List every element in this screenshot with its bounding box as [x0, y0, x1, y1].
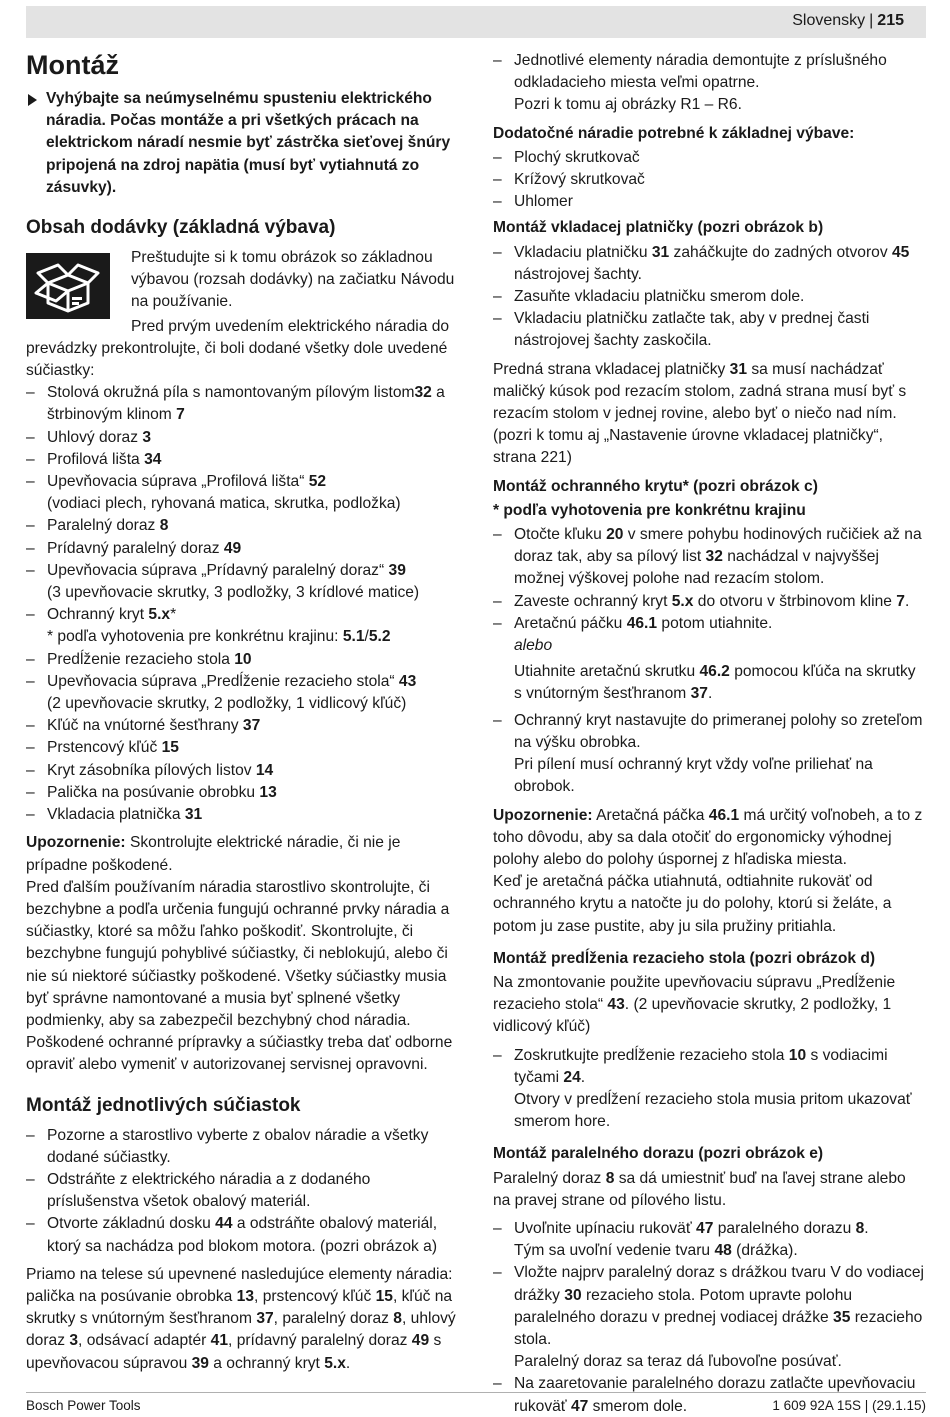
part-number: 15: [375, 1287, 393, 1305]
header-separator: |: [869, 12, 874, 29]
text-segment: * podľa vyhotovenia pre konkrétnu krajinu:: [47, 628, 343, 646]
paragraph-check: Pred ďalším používaním náradia starostlivo skontrolujte, či bezchybne a podľa určenia fungujú ochranné prvky náradia a súčiastky, ktoré sa môžu ľahko poškodiť. Skontrolujte, či bezchybne fungujú pohyblivé súčiastky, či neblokujú, alebo či nie sú niektoré súčiastky poškodené. Všetky súčiastky musia byť správne namontované a musia byť splnené všetky podmienky, aby sa zabezpečil bezchybný chod náradia.: [26, 878, 450, 1029]
extension-paragraph: [493, 972, 925, 1039]
text-segment: , odsávací adaptér: [78, 1332, 211, 1350]
list-item: – Plochý skrutkovač: [493, 147, 925, 169]
notice-label: Upozornenie:: [493, 806, 593, 824]
list-item: [26, 427, 456, 449]
list-item: [493, 613, 925, 706]
text-segment: , paralelný doraz: [273, 1310, 394, 1328]
part-number: 24: [563, 1068, 581, 1086]
item-subtext: (3 upevňovacie skrutky, 3 podložky, 3 krídlové matice): [47, 584, 420, 602]
item-subtext: [514, 661, 925, 705]
text-segment: Vkladacia platnička: [47, 806, 185, 824]
plate-list: [493, 242, 925, 353]
part-number: 37: [256, 1310, 274, 1328]
list-item: [493, 308, 925, 352]
list-item: [26, 782, 456, 804]
part-number: 45: [891, 243, 910, 261]
header-bar: [26, 6, 926, 38]
text-segment: Aretačnú páčku: [514, 614, 627, 632]
list-item: [26, 382, 456, 426]
text-segment: Na zaaretovanie paralelného dorazu zatlačte upevňovaciu rukoväť: [514, 1375, 916, 1415]
left-column: [26, 50, 456, 1375]
text-segment: Zasuňte vkladaciu platničku smerom dole.: [514, 288, 805, 306]
fence-title: Montáž paralelného dorazu (pozri obrázok e): [493, 1145, 824, 1163]
text-segment: Prstencový kľúč: [47, 739, 162, 757]
part-number: 47: [696, 1219, 714, 1237]
list-item: [26, 649, 456, 671]
text-segment: Predĺženie rezacieho stola: [47, 650, 235, 668]
text-segment: rezacieho stola.: [514, 1308, 923, 1348]
list-item: [26, 560, 456, 604]
tools-title: Dodatočné náradie potrebné k základnej výbave:: [493, 124, 855, 142]
text-segment: Profilová lišta: [47, 450, 145, 468]
part-number: 52: [308, 473, 327, 491]
box-text: Preštudujte si k tomu obrázok so základnou výbavou (rozsah dodávky) na začiatku Návodu na používanie.: [131, 249, 455, 311]
text-segment: Palička na posúvanie obrobku: [47, 783, 260, 801]
part-number: 37: [690, 685, 708, 703]
list-item: [26, 515, 456, 537]
part-number: 37: [242, 717, 261, 735]
or-text: alebo: [514, 637, 553, 655]
warning-text: Vyhýbajte sa neúmyselnému spusteniu elektrického náradia. Počas montáže a pri všetkých prácach na elektrickom náradí nesmie byť zástrčka sieťovej šnúry pripojená na zdroj napätia (musí byť vytiahnutá zo zásuvky).: [46, 90, 451, 196]
plate-paragraph: [493, 359, 925, 470]
notice-paragraph: [26, 832, 456, 876]
list-item: [26, 604, 456, 648]
item-subtext: Pri pílení musí ochranný kryt vždy voľne priliehať na obrobok.: [514, 756, 873, 796]
item-subtext: (vodiaci plech, ryhovaná matica, skrutka, podložka): [47, 495, 401, 513]
text-segment: Tým sa uvoľní vedenie tvaru: [514, 1242, 715, 1260]
list-item: [493, 242, 925, 286]
part-number: 34: [144, 450, 162, 468]
part-number: 31: [184, 806, 203, 824]
part-number: 31: [729, 360, 747, 378]
paragraph-repair: Poškodené ochranné prípravky a súčiastky treba dať odborne opraviť alebo vymeniť v autorizovanej servisnej opravovni.: [26, 1034, 453, 1074]
text-segment: .: [580, 1068, 586, 1086]
assembly-list: [26, 1125, 456, 1258]
guard-list: [493, 524, 925, 798]
text-segment: Kryt zásobníka pílových listov: [47, 761, 256, 779]
text-segment: do otvoru v štrbinovom kline: [693, 592, 897, 610]
part-number: 32: [705, 548, 723, 566]
bullet-triangle-icon: [28, 94, 37, 106]
text-segment: Upevňovacia súprava „Prídavný paralelný doraz“: [47, 561, 389, 579]
part-number: 49: [411, 1332, 430, 1350]
text-segment: .: [864, 1219, 869, 1237]
list-item: – Odstráňte z elektrického náradia a z dodaného príslušenstva všetok obalový materiál.: [26, 1169, 456, 1213]
text-segment: .: [904, 592, 910, 610]
part-number: 30: [564, 1286, 582, 1304]
part-number: 43: [398, 672, 417, 690]
list-item: [493, 710, 925, 799]
item-subtext: Otvory v predĺžení rezacieho stola musia pritom ukazovať smerom hore.: [514, 1090, 912, 1131]
part-number: 14: [255, 761, 274, 779]
text-segment: sa dá umiestniť buď na ľavej strane alebo na pravej strane od pílového listu.: [493, 1169, 906, 1209]
text-segment: s upevňovacou súpravou: [26, 1332, 442, 1372]
text-segment: .: [345, 1354, 351, 1372]
fence-list: [493, 1218, 925, 1417]
item-text: Jednotlivé elementy náradia demontujte z príslušného odkladacieho miesta veľmi opatrne.: [514, 52, 887, 92]
part-number: 47: [570, 1397, 589, 1415]
part-number: 39: [191, 1354, 209, 1372]
text-segment: nachádzal v najvyššej možnej výškovej polohe nad rezacím stolom.: [514, 548, 879, 588]
text-segment: , kľúč na skrutky s vnútorným šesťhranom: [26, 1287, 453, 1328]
list-item: [493, 286, 925, 308]
part-number: 39: [388, 561, 406, 579]
part-number: 10: [788, 1046, 807, 1064]
text-segment: s vodiacimi tyčami: [514, 1046, 888, 1086]
header-text: [792, 12, 904, 30]
part-number: 7: [896, 592, 905, 610]
footnote-mark: *: [170, 606, 177, 624]
part-number: 31: [651, 243, 670, 261]
guard-subtitle: * podľa vyhotovenia pre konkrétnu krajinu: [493, 501, 806, 519]
text-segment: Paralelný doraz: [47, 517, 160, 535]
part-number: 7: [176, 406, 185, 424]
text-segment: Vkladaciu platničku zatlačte tak, aby v prednej časti nástrojovej šachty zaskočila.: [514, 310, 870, 350]
part-number: 13: [259, 783, 277, 801]
intro-text: Pred prvým uvedením elektrického náradia do prevádzky prekontrolujte, či boli dodané všetky dole uvedené súčiastky:: [26, 317, 450, 380]
footer-brand: Bosch Power Tools: [26, 1398, 141, 1413]
list-item: [493, 524, 925, 591]
guard-notice: [493, 805, 925, 872]
list-item: [493, 1045, 925, 1134]
section-title-assembly: Montáž jednotlivých súčiastok: [26, 1094, 301, 1116]
item-text: Otvorte základnú dosku: [47, 1215, 216, 1233]
text-segment: .: [707, 685, 713, 703]
guard-paragraph: Keď je aretačná páčka utiahnutá, odtiahnite rukoväť od ochranného krytu a natočte ju do polohy, ktorú si želáte, a potom ju zase pustite, aby ju sila pružiny pritiahla.: [493, 873, 892, 935]
extension-title: Montáž predĺženia rezacieho stola (pozri obrázok d): [493, 949, 876, 967]
list-item: – Pozorne a starostlivo vyberte z obalov náradie a všetky dodané súčiastky.: [26, 1125, 456, 1169]
part-number: 35: [833, 1308, 851, 1326]
part-number: 8: [159, 517, 169, 535]
right-column: [493, 50, 925, 1417]
part-number: 3: [69, 1332, 79, 1350]
text-segment: Predná strana vkladacej platničky: [493, 360, 730, 378]
part-number: 5.x: [671, 592, 694, 610]
part-number: 49: [223, 539, 242, 557]
part-number: 20: [606, 526, 624, 544]
list-item: [26, 737, 456, 759]
part-number: 5.1: [342, 628, 365, 646]
notice-text: Skontrolujte elektrické náradie, či nie je prípadne poškodené.: [26, 834, 401, 874]
text-segment: , uhlový doraz: [26, 1310, 456, 1350]
list-item: – Krížový skrutkovač: [493, 169, 925, 191]
text-segment: Zoskrutkujte predĺženie rezacieho stola: [514, 1046, 789, 1064]
text-segment: a štrbinovým klinom: [47, 384, 445, 424]
text-segment: Stolová okružná píla s namontovaným pílovým listom: [47, 384, 415, 402]
extension-list: [493, 1045, 925, 1134]
text-segment: /: [364, 628, 369, 646]
list-item: [493, 1262, 925, 1373]
text-segment: Zaveste ochranný kryt: [514, 592, 672, 610]
part-number: 8: [393, 1310, 402, 1328]
part-number: 8: [605, 1169, 615, 1187]
text-segment: Ochranný kryt: [47, 606, 149, 624]
text-segment: sa musí nachádzať maličký kúsok pod rezacím stolom, zadná strana musí byť s rezacím stolom v jednej rovine, alebo byť o niečo nad ním. (pozri k tomu aj „Nastavenie úrovne vkladacej platničky“, strana 221): [493, 360, 907, 467]
part-number: 43: [607, 996, 625, 1014]
text-segment: nástrojovej šachty.: [514, 265, 642, 283]
part-number: 10: [234, 650, 252, 668]
part-number: 32: [414, 384, 432, 402]
text-segment: Utiahnite aretačnú skrutku: [514, 663, 700, 681]
footer-divider: [26, 1392, 926, 1393]
tools-list: [493, 147, 925, 214]
item-footnote: [47, 626, 456, 648]
part-number: 3: [142, 428, 152, 446]
part-number: 5.x: [324, 1354, 346, 1372]
delivery-list: [26, 382, 456, 826]
text-segment: v smere pohybu hodinových ručičiek až na doraz tak, aby sa pílový list: [514, 526, 922, 566]
fence-paragraph: [493, 1168, 925, 1212]
part-number: 46.1: [708, 806, 740, 824]
text-segment: Upevňovacia súprava „Profilová lišta“: [47, 473, 309, 491]
list-item: [493, 50, 925, 117]
text-segment: zaháčkujte do zadných otvorov: [669, 243, 892, 261]
section-title-delivery: Obsah dodávky (základná výbava): [26, 217, 336, 239]
item-subtext: Paralelný doraz sa teraz dá ľubovoľne posúvať.: [514, 1353, 842, 1371]
text-segment: Na zmontovanie použite upevňovaciu súpravu „Predĺženie rezacieho stola“: [493, 973, 896, 1014]
part-number: 41: [210, 1332, 229, 1350]
footer-doc-id: 1 609 92A 15S | (29.1.15): [772, 1398, 926, 1413]
list-item: [26, 538, 456, 560]
part-number: 8: [855, 1219, 865, 1237]
text-segment: Prídavný paralelný doraz: [47, 539, 224, 557]
item-subtext: Pozri k tomu aj obrázky R1 – R6.: [514, 96, 742, 114]
text-segment: Priamo na telese sú upevnené nasledujúce elementy náradia: palička na posúvanie obrobka: [26, 1265, 453, 1305]
text-segment: Uvoľnite upínaciu rukoväť: [514, 1219, 697, 1237]
list-item: [26, 804, 456, 826]
delivery-box-row: [26, 247, 456, 314]
list-item: [26, 715, 456, 737]
remove-list: [493, 50, 925, 117]
list-item: [26, 471, 456, 515]
text-segment: (drážka).: [731, 1242, 798, 1260]
warning-block: [26, 88, 456, 199]
page-number: 215: [877, 12, 904, 29]
text-segment: Vkladaciu platničku: [514, 243, 652, 261]
text-segment: Otočte kľuku: [514, 526, 607, 544]
text-segment: Upevňovacia súprava „Predĺženie rezacieho stola“: [47, 672, 399, 690]
list-item: [493, 1218, 925, 1262]
text-segment: potom utiahnite.: [657, 614, 773, 632]
text-segment: Kľúč na vnútorné šesťhrany: [47, 717, 243, 735]
text-segment: pomocou kľúča na skrutky s vnútorným šesťhranom: [514, 663, 916, 703]
list-item: – Uhlomer: [493, 191, 925, 213]
text-segment: . (2 upevňovacie skrutky, 2 podložky, 1 vidlicový kľúč): [493, 996, 892, 1036]
item-text: Ochranný kryt nastavujte do primeranej polohy so zreteľom na výšku obrobka.: [514, 711, 923, 751]
text-segment: a ochranný kryt: [208, 1354, 325, 1372]
box-icon: [26, 253, 110, 319]
text-segment: má určitý voľnobeh, a to z toho dôvodu, aby sa dala otočiť do ergonomicky výhodnej polohy alebo do polohy úspornej z hľadiska miesta.: [493, 806, 923, 868]
item-subtext: (2 upevňovacie skrutky, 2 podložky, 1 vidlicový kľúč): [47, 695, 407, 713]
list-item: [493, 591, 925, 613]
plate-title: Montáž vkladacej platničky (pozri obrázok b): [493, 219, 824, 237]
text-segment: Aretačná páčka: [592, 806, 709, 824]
list-item: [26, 449, 456, 471]
part-number: 5.2: [368, 628, 391, 646]
part-number: 13: [236, 1287, 255, 1305]
header-language: Slovensky: [792, 12, 866, 29]
part-number: 5.x: [148, 606, 171, 624]
item-subtext: [514, 1240, 925, 1262]
part-number: 46.2: [699, 663, 730, 681]
part-number: 46.1: [626, 614, 658, 632]
text-segment: Paralelný doraz: [493, 1169, 606, 1187]
list-item: [26, 671, 456, 715]
text-segment: smerom dole.: [588, 1397, 688, 1415]
page-title: Montáž: [26, 50, 119, 80]
text-segment: , prstencový kľúč: [254, 1287, 376, 1305]
guard-title: Montáž ochranného krytu* (pozri obrázok c): [493, 477, 818, 495]
part-number: 48: [714, 1242, 732, 1260]
text-segment: rezacieho stola. Potom upravte polohu paralelného dorazu v prednej vodiacej drážke: [514, 1286, 853, 1326]
part-number: 15: [161, 739, 179, 757]
list-item: [26, 760, 456, 782]
item-text: a odstráňte obalový materiál, ktorý sa nachádza pod blokom motora. (pozri obrázok a): [47, 1215, 438, 1255]
notice-label: Upozornenie:: [26, 834, 126, 852]
part-number: 44: [215, 1215, 233, 1233]
text-segment: paralelného dorazu: [713, 1219, 856, 1237]
paragraph-attached-parts: [26, 1264, 456, 1375]
text-segment: Vložte najprv paralelný doraz s drážkou tvaru V do vodiacej drážky: [514, 1264, 924, 1304]
text-segment: Uhlový doraz: [47, 428, 143, 446]
text-segment: , prídavný paralelný doraz: [228, 1332, 412, 1350]
list-item: [26, 1213, 456, 1257]
